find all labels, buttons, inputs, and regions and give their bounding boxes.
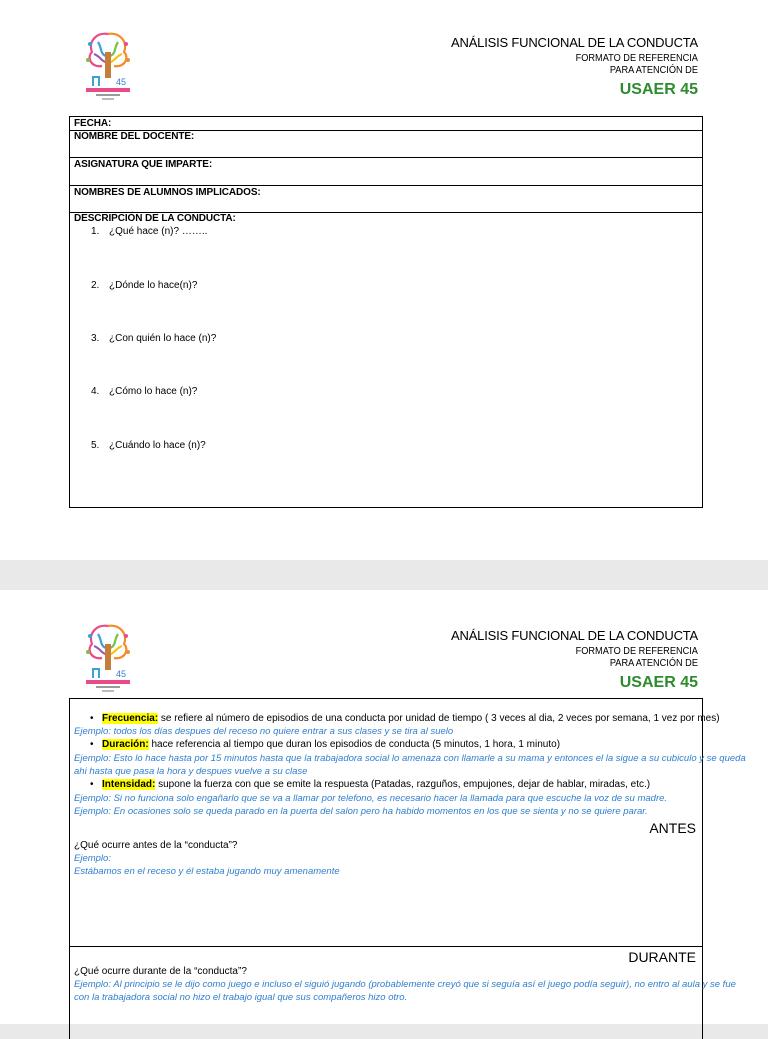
asignatura-label: ASIGNATURA QUE IMPARTE: xyxy=(74,159,213,170)
frecuencia-item: • Frecuencia: se refiere al número de episodios de una conducta por unidad de tiempo ( 3 veces al dia, 2 veces por semana, 1 vez por mes) xyxy=(90,713,720,724)
duracion-example-1: Ejemplo: Esto lo hace hasta por 15 minutos hasta que la trabajadora social lo amenaza con llamarle a su mama y entonces el la sigue a su cubiculo y se queda xyxy=(74,753,746,764)
document-title: ANÁLISIS FUNCIONAL DE LA CONDUCTA xyxy=(451,628,698,643)
referral-form xyxy=(69,116,703,508)
bullet-icon: • xyxy=(90,739,94,750)
frecuencia-example: Ejemplo: todos los días despues del receso no quiere entrar a sus clases y se tira al suelo xyxy=(74,726,454,737)
svg-text:45: 45 xyxy=(116,669,127,679)
duracion-item: • Duración: hace referencia al tiempo que duran los episodios de conducta (5 minutos, 1 hora, 1 minuto) xyxy=(90,739,561,750)
durante-title: DURANTE xyxy=(628,949,696,965)
header-subtitle-2: PARA ATENCIÓN DE xyxy=(609,65,698,76)
fecha-label: FECHA: xyxy=(74,118,112,129)
durante-example-2: con la trabajadora social no hizo el trabajo igual que sus compañeros hizo otro. xyxy=(74,992,408,1003)
question-1: 1. ¿Qué hace (n)? …….. xyxy=(91,226,208,237)
usaer-logo-icon xyxy=(78,616,138,694)
antes-title: ANTES xyxy=(649,820,696,836)
form-row-alumnos xyxy=(70,186,702,213)
svg-text:45: 45 xyxy=(116,77,127,87)
question-3: 3. ¿Con quién lo hace (n)? xyxy=(91,333,217,344)
form-row-fecha xyxy=(70,117,702,131)
bullet-icon: • xyxy=(90,713,94,724)
docente-label: NOMBRE DEL DOCENTE: xyxy=(74,131,195,142)
page-header xyxy=(451,35,698,99)
frecuencia-label: Frecuencia: xyxy=(102,713,159,724)
brand-label: USAER 45 xyxy=(619,81,698,98)
form-row-descripcion xyxy=(70,213,702,507)
header-subtitle-2: PARA ATENCIÓN DE xyxy=(609,658,698,669)
document-title: ANÁLISIS FUNCIONAL DE LA CONDUCTA xyxy=(451,35,698,50)
antes-example-label: Ejemplo: xyxy=(74,853,111,864)
antes-question: ¿Qué ocurre antes de la “conducta”? xyxy=(74,840,238,851)
header-subtitle-1: FORMATO DE REFERENCIA xyxy=(575,646,698,657)
question-4: 4. ¿Cómo lo hace (n)? xyxy=(91,386,198,397)
page-2 xyxy=(0,590,768,1024)
alumnos-label: NOMBRES DE ALUMNOS IMPLICADOS: xyxy=(74,187,261,198)
antes-example-text: Estábamos en el receso y él estaba jugando muy amenamente xyxy=(74,866,340,877)
header-subtitle-1: FORMATO DE REFERENCIA xyxy=(575,53,698,64)
durante-example-1: Ejemplo: Al principio se le dijo como juego e incluso el siguió jugando (probablemente creyó que si seguía así el juego podía seguir), no entro al aula y se fue xyxy=(74,979,736,990)
intensidad-example-1: Ejemplo: Si no funciona solo engañarlo que se va a llamar por telefono, es necesario hacer la llamada para que escuche la voz de su madre. xyxy=(74,793,668,804)
usaer-logo-icon xyxy=(78,24,138,102)
duracion-label: Duración: xyxy=(102,739,149,750)
durante-question: ¿Qué ocurre durante de la “conducta”? xyxy=(74,966,247,977)
form-row-docente xyxy=(70,130,702,158)
duracion-example-2: ahi hasta que pasa la hora y despues vuelve a su clase xyxy=(74,766,308,777)
question-2: 2. ¿Dónde lo hace(n)? xyxy=(91,280,198,291)
brand-label: USAER 45 xyxy=(619,674,698,691)
section-divider xyxy=(70,946,702,947)
descripcion-label: DESCRIPCIÓN DE LA CONDUCTA: xyxy=(74,213,236,224)
intensidad-label: Intensidad: xyxy=(102,779,156,790)
intensidad-item: • Intensidad: supone la fuerza con que se emite la respuesta (Patadas, razguños, empujones, dejar de hablar, miradas, etc.) xyxy=(90,779,651,790)
intensidad-example-2: Ejemplo: En ocasiones solo se queda parado en la puerta del salon pero ha habido momentos en los que se sienta y no se quiere parar. xyxy=(74,806,648,817)
behavior-dimensions-box xyxy=(69,698,746,1039)
page-header xyxy=(451,628,698,692)
form-row-asignatura xyxy=(70,158,702,186)
question-5: 5. ¿Cuándo lo hace (n)? xyxy=(91,440,206,451)
bullet-icon: • xyxy=(90,779,94,790)
